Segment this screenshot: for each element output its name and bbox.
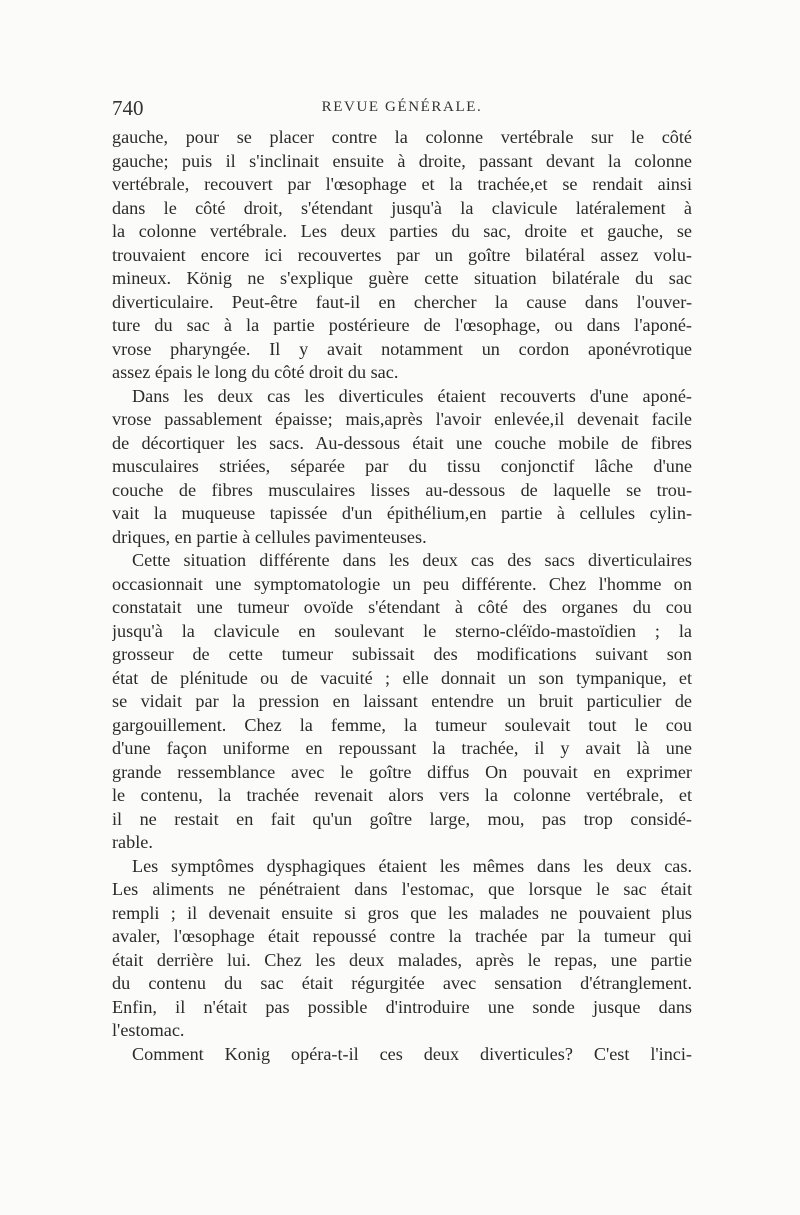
text-line: la colonne vertébrale. Les deux parties du sac, droite et gauche, se [112,221,692,241]
running-head: REVUE GÉNÉRALE. [321,99,483,115]
text-line: du contenu du sac était régurgitée avec sensation d'étranglement. [112,973,692,993]
page-header [112,96,692,126]
text-line: dans le côté droit, s'étendant jusqu'à la clavicule latéralement à [112,197,692,218]
text-line: de décortiquer les sacs. Au-dessous était une couche mobile de fibres [112,432,692,453]
text-line: ture du sac à la partie postérieure de l'œsophage, ou dans l'aponé- [112,315,692,335]
paragraph-last-line: l'estomac. [112,1020,185,1040]
text-line: vrose passablement épaisse; mais,après l'avoir enlevée,il devenait facile [112,409,692,429]
text-line: rempli ; il devenait ensuite si gros que les malades ne pouvaient plus [112,902,692,923]
text-line: gauche, pour se placer contre la colonne vertébrale sur le côté [112,127,692,147]
text-line: vait la muqueuse tapissée d'un épithélium,en partie à cellules cylin- [112,503,692,523]
text-line: Enfin, il n'était pas possible d'introduire une sonde jusque dans [112,996,692,1017]
text-line: jusqu'à la clavicule en soulevant le sterno-cléïdo-mastoïdien ; la [112,620,692,641]
text-line: grosseur de cette tumeur subissait des modifications suivant son [112,644,692,664]
text-line: Les aliments ne pénétraient dans l'estomac, que lorsque le sac était [112,879,692,899]
text-line: d'une façon uniforme en repoussant la trachée, il y avait là une [112,738,692,758]
paragraph-first-line: Dans les deux cas les diverticules étaient recouverts d'une aponé- [132,385,692,406]
text-line: couche de fibres musculaires lisses au-dessous de laquelle se trou- [112,479,692,500]
text-line: trouvaient encore ici recouvertes par un goître bilatéral assez volu- [112,244,692,265]
text-line: avaler, l'œsophage était repoussé contre la trachée par la tumeur qui [112,926,692,946]
paragraph-first-line: Comment Konig opéra-t-il ces deux diverticules? C'est l'inci- [132,1043,692,1064]
text-line: occasionnait une symptomatologie un peu différente. Chez l'homme on [112,573,692,594]
text-line: constatait une tumeur ovoïde s'étendant à côté des organes du cou [112,597,692,617]
paragraph-last-line: rable. [112,832,153,852]
page-number: 740 [112,96,144,120]
text-line: gargouillement. Chez la femme, la tumeur soulevait tout le cou [112,714,692,735]
text-line: le contenu, la trachée revenait alors vers la colonne vertébrale, et [112,785,692,805]
text-line: il ne restait en fait qu'un goître large, mou, pas trop considé- [112,808,692,829]
paragraph-first-line: Les symptômes dysphagiques étaient les mêmes dans les deux cas. [132,855,692,876]
paragraph-last-line: driques, en partie à cellules pavimenteuses. [112,526,427,547]
paragraph-first-line: Cette situation différente dans les deux cas des sacs diverticulaires [132,550,692,570]
text-line: musculaires striées, séparée par du tissu conjonctif lâche d'une [112,456,692,476]
text-line: gauche; puis il s'inclinait ensuite à droite, passant devant la colonne [112,150,692,171]
text-line: vrose pharyngée. Il y avait notamment un cordon aponévrotique [112,338,692,359]
text-line: vertébrale, recouvert par l'œsophage et la trachée,et se rendait ainsi [112,174,692,194]
text-line: diverticulaire. Peut-être faut-il en chercher la cause dans l'ouver- [112,291,692,312]
paragraph-last-line: assez épais le long du côté droit du sac. [112,362,399,382]
text-line: se vidait par la pression en laissant entendre un bruit particulier de [112,691,692,711]
body-text [112,126,692,1066]
text-line: état de plénitude ou de vacuité ; elle donnait un son tympanique, et [112,667,692,688]
text-line: était derrière lui. Chez les deux malades, après le repas, une partie [112,949,692,970]
text-line: grande ressemblance avec le goître diffus On pouvait en exprimer [112,761,692,782]
text-line: mineux. König ne s'explique guère cette situation bilatérale du sac [112,268,692,288]
